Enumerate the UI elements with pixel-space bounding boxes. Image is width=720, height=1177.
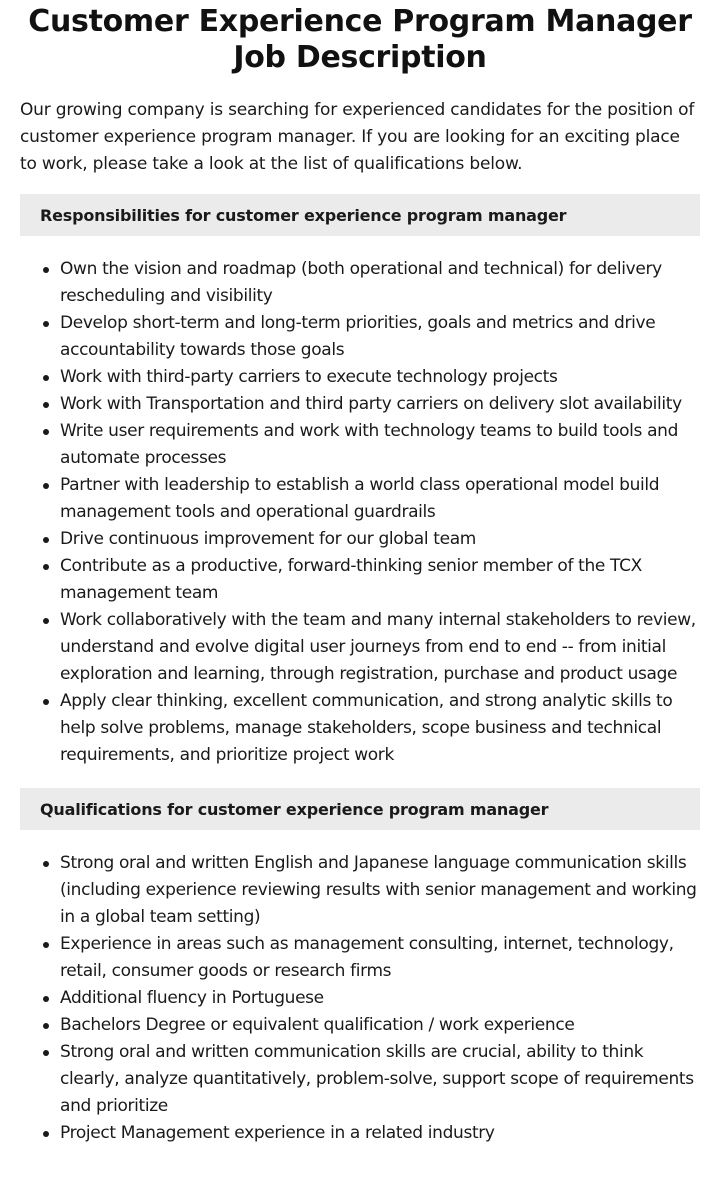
list-item: Contribute as a productive, forward-thinking senior member of the TCX management team [60,553,700,607]
responsibilities-list [20,256,700,769]
list-item: Apply clear thinking, excellent communication, and strong analytic skills to help solve problems, manage stakeholders, scope business and technical requirements, and prioritize project work [60,688,700,769]
responsibilities-heading: Responsibilities for customer experience program manager [20,194,700,236]
list-item: Work with Transportation and third party carriers on delivery slot availability [60,391,700,418]
qualifications-heading: Qualifications for customer experience program manager [20,788,700,830]
list-item: Experience in areas such as management consulting, internet, technology, retail, consumer goods or research firms [60,931,700,985]
list-item: Own the vision and roadmap (both operational and technical) for delivery rescheduling and visibility [60,256,700,310]
list-item: Work with third-party carriers to execute technology projects [60,364,700,391]
list-item: Bachelors Degree or equivalent qualification / work experience [60,1012,700,1039]
page-title: Customer Experience Program Manager Job Description [28,4,692,75]
list-item: Write user requirements and work with technology teams to build tools and automate processes [60,418,700,472]
list-item: Additional fluency in Portuguese [60,985,700,1012]
list-item: Drive continuous improvement for our global team [60,526,700,553]
list-item: Work collaboratively with the team and many internal stakeholders to review, understand and evolve digital user journeys from end to end -- from initial exploration and learning, through registration, purchase and product usage [60,607,700,688]
list-item: Develop short-term and long-term priorities, goals and metrics and drive accountability towards those goals [60,310,700,364]
list-item: Partner with leadership to establish a world class operational model build management tools and operational guardrails [60,472,700,526]
list-item: Project Management experience in a related industry [60,1120,700,1147]
list-item: Strong oral and written communication skills are crucial, ability to think clearly, analyze quantitatively, problem-solve, support scope of requirements and prioritize [60,1039,700,1120]
list-item: Strong oral and written English and Japanese language communication skills (including experience reviewing results with senior management and working in a global team setting) [60,850,700,931]
intro-paragraph: Our growing company is searching for experienced candidates for the position of customer experience program manager. If you are looking for an exciting place to work, please take a look at the list of qualifications below. [20,100,695,174]
qualifications-list [20,850,700,1147]
job-description-page [0,4,720,1147]
